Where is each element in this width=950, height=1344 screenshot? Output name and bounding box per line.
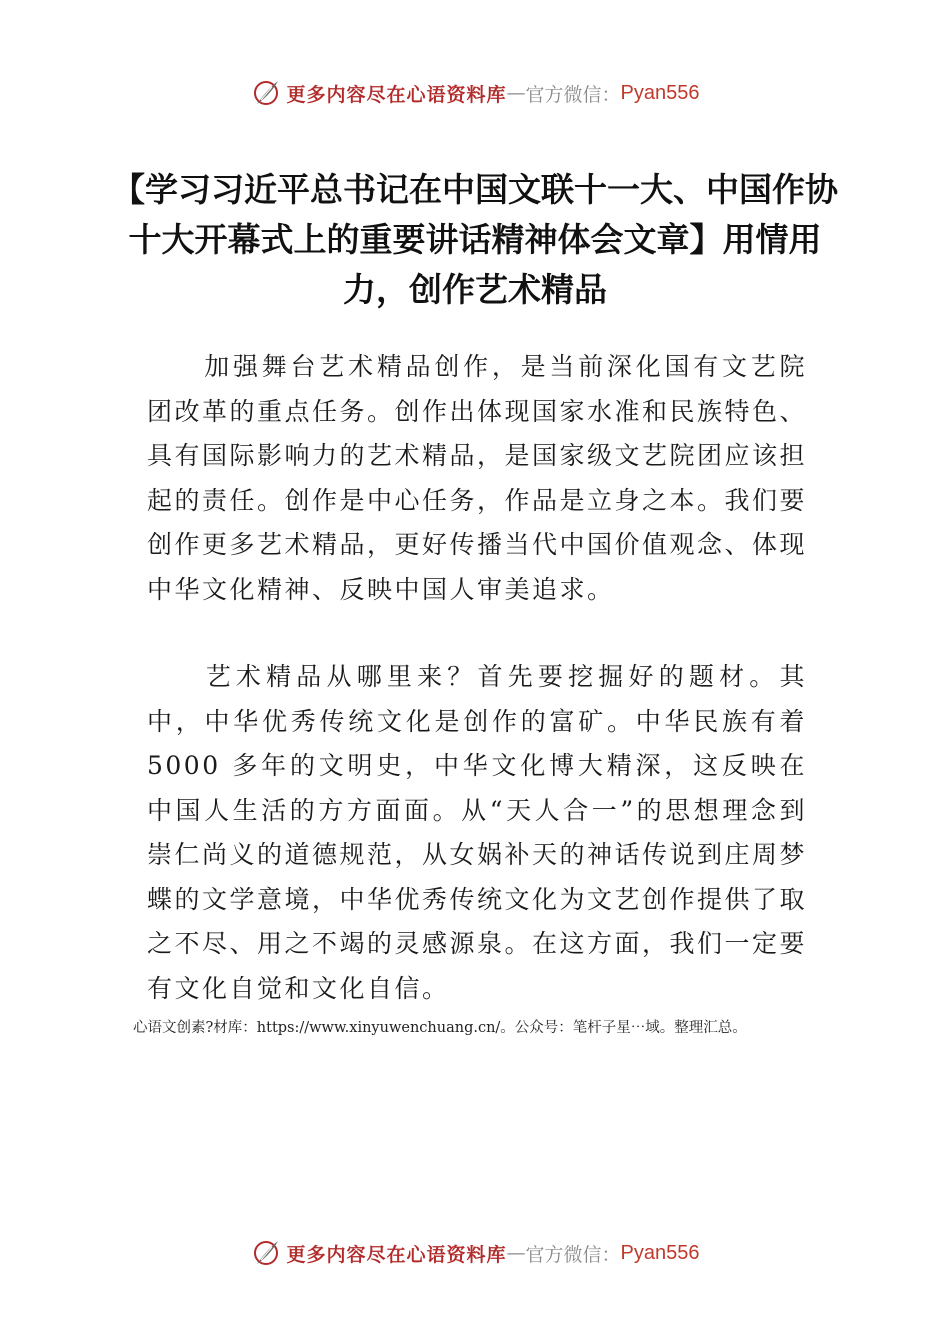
quill-logo-icon	[251, 1238, 281, 1268]
article-title: 【学习习近平总书记在中国文联十一大、中国作协十大开幕式上的重要讲话精神体会文章】用情用力，创作艺术精品	[112, 170, 838, 309]
paragraph-1-text: 加强舞台艺术精品创作，是当前深化国有文艺院团改革的重点任务。创作出体现国家水准和民族特色、具有国际影响力的艺术精品，是国家级文艺院团应该担起的责任。创作是中心任务，作品是立身之本。我们要创作更多艺术精品，更好传播当代中国价值观念、体现中华文化精神、反映中国人审美追求。	[147, 352, 808, 604]
paragraph-1	[147, 345, 807, 612]
wechat-id: Pyan556	[620, 1241, 700, 1264]
footer-banner	[0, 1233, 950, 1273]
quill-logo-icon	[251, 78, 281, 108]
paragraph-2-text: 艺术精品从哪里来？首先要挖掘好的题材。其中，中华优秀传统文化是创作的富矿。中华民族有着 5000 多年的文明史，中华文化博大精深，这反映在中国人生活的方方面面。从“天人合一”的思想理念到崇仁尚义的道德规范，从女娲补天的神话传说到庄周梦蝶的文学意境，中华优秀传统文化为文艺创作提供了取之不尽、用之不竭的灵感源泉。在这方面，我们一定要有文化自觉和文化自信。	[147, 662, 808, 1003]
wechat-id: Pyan556	[620, 81, 700, 104]
wechat-label: 官方微信：	[525, 83, 621, 106]
library-promo-text: 更多内容尽在心语资料库	[286, 1243, 507, 1266]
banner-dash: —	[506, 1242, 526, 1264]
library-promo-text: 更多内容尽在心语资料库	[286, 83, 507, 106]
banner-dash: —	[506, 82, 526, 104]
header-banner	[0, 73, 950, 113]
paragraph-2	[147, 655, 807, 1011]
source-footnote: 心语文创素?材库：https://www.xinyuwenchuang.cn/。公众号：笔杆子星⋯域。整理汇总。	[133, 1020, 747, 1036]
wechat-label: 官方微信：	[525, 1243, 621, 1266]
